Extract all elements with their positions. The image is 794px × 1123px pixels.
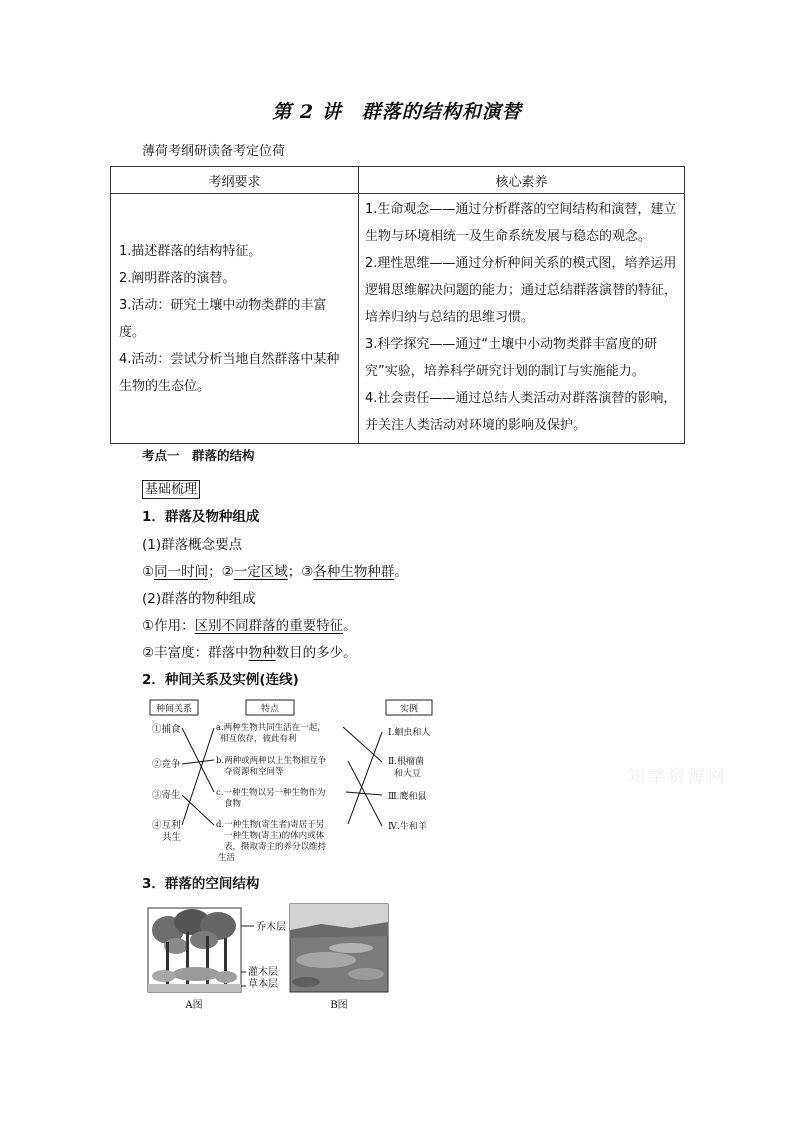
- landscape-photo: [290, 904, 388, 992]
- col2-header: 特点: [260, 704, 280, 715]
- feature-a-line1: a.两种生物共同生活在一起，: [216, 723, 326, 733]
- feature-b-line1: b.两种或两种以上生物相互争: [216, 756, 327, 766]
- example-3: Ⅲ.鹰和鼠: [388, 792, 427, 802]
- subheading-2: (2)群落的物种组成: [142, 591, 256, 607]
- caption-a: A图: [185, 1000, 203, 1011]
- literacy-item: 3.科学探究——通过“土壤中小动物类群丰富度的研究”实验，培养科学研究计划的制订与实施能力。: [365, 337, 658, 379]
- label-shrub-layer: 灌木层: [248, 967, 278, 978]
- page-title: 第 2 讲 群落的结构和演替: [272, 101, 522, 123]
- example-1: Ⅰ.蛔虫和人: [388, 728, 431, 738]
- table-header-literacy: 核心素养: [359, 167, 685, 194]
- feature-c-line1: c.一种生物以另一种生物作为: [216, 788, 326, 798]
- example-2b: 和大豆: [394, 769, 422, 779]
- relation-predation: ①捕食: [152, 724, 181, 735]
- requirement-item: 1.描述群落的结构特征。: [119, 244, 262, 259]
- section-title: 考点一 群落的结构: [142, 448, 255, 463]
- section-subheading: 薄荷考纲研读备考定位荷: [142, 144, 286, 159]
- example-2: Ⅱ.根瘤菌: [388, 757, 424, 767]
- col1-header: 种间关系: [155, 704, 193, 715]
- concept-points: ①同一时间；②一定区域；③各种生物种群。: [142, 564, 408, 580]
- link-d-I: [348, 732, 382, 824]
- label-tree-layer: 乔木层: [256, 922, 286, 933]
- requirement-item: 2.阐明群落的演替。: [119, 271, 236, 286]
- example-4: Ⅳ.牛和羊: [388, 822, 427, 832]
- heading-2: 2．种间关系及实例(连线): [142, 672, 299, 688]
- literacy-item: 4.社会责任——通过总结人类活动对群落演替的影响，并关注人类活动对环境的影响及保护。: [365, 391, 677, 433]
- basics-label: 基础梳理: [142, 480, 200, 499]
- label-herb-layer: 草本层: [248, 979, 278, 990]
- relation-competition: ②竞争: [152, 759, 181, 770]
- link-a-II: [343, 727, 382, 762]
- table-header-requirements: 考纲要求: [111, 167, 359, 194]
- role-line: ①作用：区别不同群落的重要特征。: [142, 618, 357, 634]
- heading-1: 1．群落及物种组成: [142, 509, 260, 525]
- richness-line: ②丰富度：群落中物种数目的多少。: [142, 645, 357, 661]
- requirement-item: 3.活动：研究土壤中动物类群的丰富度。: [119, 298, 327, 340]
- requirements-cell: [111, 194, 359, 444]
- relation-parasitism: ③寄生: [152, 790, 181, 801]
- spatial-structure-figure: [146, 902, 396, 1014]
- requirement-item: 4.活动：尝试分析当地自然群落中某种生物的生态位。: [119, 352, 340, 394]
- relation-mutualism-2: 共生: [162, 832, 182, 843]
- forest-illustration: [148, 908, 241, 992]
- feature-b-line2: 夺资源和空间等: [224, 767, 284, 777]
- feature-d-line3: 表，摄取寄主的养分以维持: [224, 842, 327, 852]
- watermark: 知学资源网: [628, 767, 728, 787]
- feature-d-line2: 一种生物(寄主)的体内或体: [224, 831, 325, 841]
- literacy-item: 2.理性思维——通过分析种间关系的模式图，培养运用逻辑思维解决问题的能力；通过总结群落演替的特征，培养归纳与总结的思维习惯。: [365, 256, 678, 325]
- relation-mutualism: ④互利: [152, 820, 181, 831]
- feature-d-line1: d.一种生物(寄生者)寄居于另: [216, 820, 325, 830]
- subheading-1: (1)群落概念要点: [142, 537, 243, 553]
- literacy-cell: [359, 194, 685, 444]
- feature-d-line4: 生活: [218, 853, 236, 863]
- feature-c-line2: 食物: [224, 799, 242, 809]
- feature-a-line2: 相互依存，彼此有利: [220, 734, 297, 744]
- col3-header: 实例: [399, 704, 419, 715]
- relation-matching-diagram: [140, 695, 450, 865]
- heading-3: 3．群落的空间结构: [142, 876, 260, 892]
- link-predation-c: [182, 728, 214, 792]
- caption-b: B图: [330, 1000, 348, 1011]
- requirements-table: [110, 166, 685, 444]
- literacy-item: 1.生命观念——通过分析群落的空间结构和演替，建立生物与环境相统一及生命系统发展与稳态的观念。: [365, 202, 677, 244]
